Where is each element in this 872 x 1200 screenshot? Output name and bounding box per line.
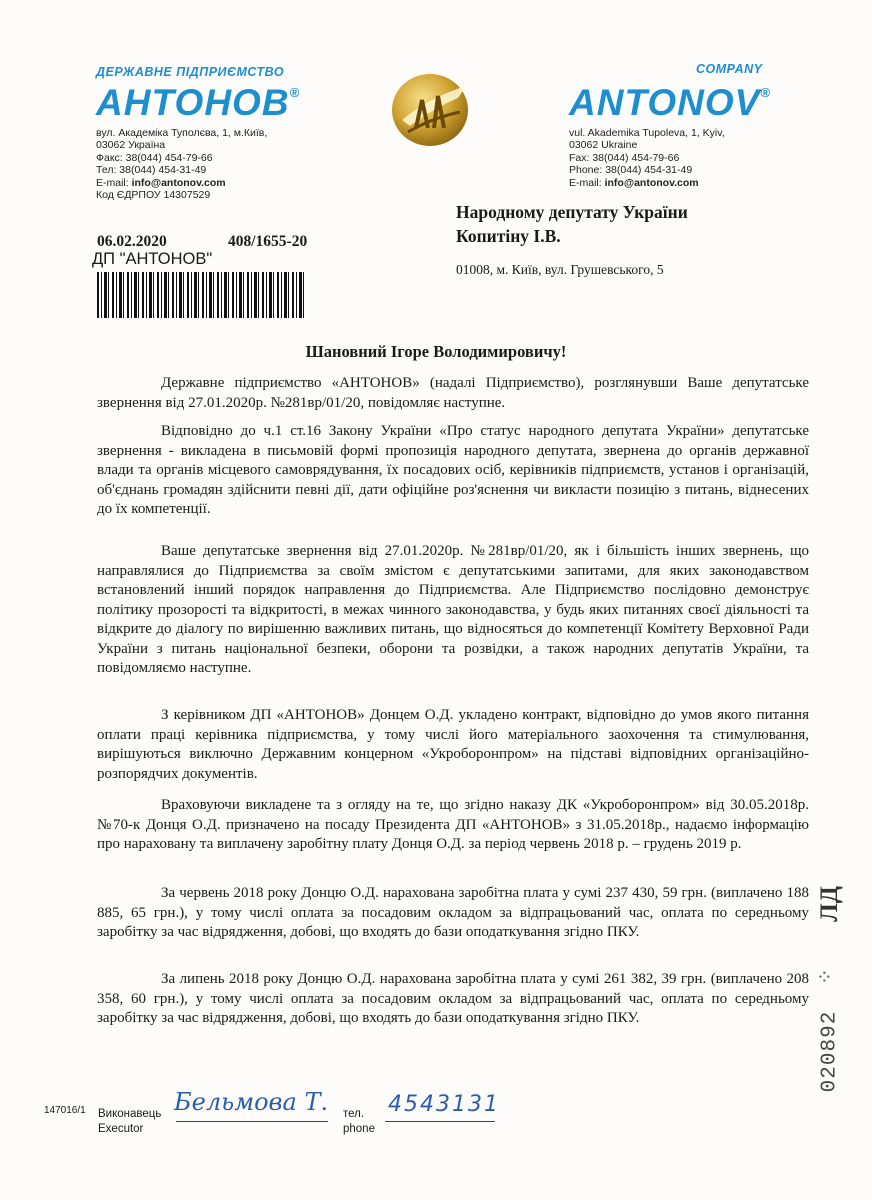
left-address-block: [96, 127, 267, 201]
barcode-icon: [97, 272, 307, 318]
right-brand: [569, 84, 771, 121]
left-address-line1: вул. Академіка Туполєва, 1, м.Київ,: [96, 127, 268, 139]
tel-line: [385, 1121, 495, 1122]
antonov-emblem-icon: [388, 68, 474, 150]
right-reg-mark: ®: [760, 85, 771, 100]
executor-label-en: Executor: [98, 1123, 144, 1135]
right-address-line2: 03062 Ukraine: [569, 139, 638, 152]
left-code: Код ЄДРПОУ 14307529: [96, 189, 211, 202]
left-brand-text: АНТОНОВ: [96, 82, 290, 123]
right-address-line1: vul. Akademika Tupoleva, 1, Kyiv,: [569, 127, 725, 139]
paragraph-2: [97, 422, 809, 520]
left-brand: [96, 84, 300, 121]
side-initials: ЛД: [815, 886, 843, 922]
paragraph-2-text: Відповідно до ч.1 ст.16 Закону України «Про статус народного депутата України» депутатське звернення - викладена в письмовій формі пропозиція народного депутата, звернена до органів державної влади та органів місцевого самоврядування, їх посадових осіб, керівників підприємств, установ і організацій, об'єднань громадян здійснити певні дії, дати офіційне роз'яснення чи викласти позицію з питань, віднесених до їх компетенції.: [97, 423, 809, 517]
right-email-label: E-mail:: [569, 176, 605, 189]
right-subtitle: COMPANY: [696, 62, 763, 76]
paragraph-5-text: Враховуючи викладене та з огляду на те, що згідно наказу ДК «Укроборонпром» від 30.05.2018р. №70-к Донця О.Д. призначено на посаду Президента ДП «АНТОНОВ» з 31.05.2018р., надаємо інформацію про нараховану та виплачену заробітну плату Донця О.Д. за період червень 2018 р. – грудень 2019 р.: [97, 797, 809, 852]
left-email-line: [96, 177, 267, 189]
paragraph-1-text: Державне підприємство «АНТОНОВ» (надалі Підприємство), розглянувши Ваше депутатське звернення від 27.01.2020р. №281вр/01/20, повідомляє наступне.: [97, 375, 809, 411]
executor-label-ua: Виконавець: [98, 1108, 162, 1120]
paragraph-5: [97, 796, 809, 855]
registration-date: 06.02.2020: [97, 233, 167, 250]
left-fax: Факс: 38(044) 454-79-66: [96, 151, 213, 164]
executor-label: [98, 1107, 161, 1137]
left-email-label: E-mail:: [96, 176, 132, 189]
executor-line: [176, 1121, 328, 1122]
registration-stamp: ДП "АНТОНОВ": [92, 250, 213, 268]
tel-label-ua: тел.: [343, 1108, 365, 1120]
left-reg-mark: ®: [289, 85, 301, 100]
right-brand-text: ANTONOV: [569, 82, 761, 123]
right-fax: Fax: 38(044) 454-79-66: [569, 151, 680, 164]
side-mark-icon: ⁘: [816, 967, 833, 989]
executor-signature: Бельмова Т.: [174, 1088, 329, 1116]
left-address-line2: 03062 Україна: [96, 139, 166, 152]
registration-number: 408/1655-20: [228, 233, 308, 250]
left-subtitle: ДЕРЖАВНЕ ПІДПРИЄМСТВО: [96, 65, 285, 79]
side-serial: 020892: [818, 1010, 842, 1093]
paragraph-1: [97, 374, 809, 413]
tel-label: [343, 1107, 375, 1137]
paragraph-4-text: З керівником ДП «АНТОНОВ» Донцем О.Д. укладено контракт, відповідно до умов якого питання оплати праці керівника підприємства, у тому числі його матеріального заохочення та стимулювання, вирішуються виключно Державним концерном «Укроборонпром» на підставі відповідних організаційно-розпорядчих документів.: [97, 707, 809, 782]
addressee-name: Копитіну І.В.: [456, 226, 561, 246]
addressee-block: [456, 200, 688, 248]
addressee-address: 01008, м. Київ, вул. Грушевського, 5: [456, 262, 664, 277]
addressee-title: Народному депутату України: [456, 202, 688, 222]
left-phone: Тел: 38(044) 454-31-49: [96, 164, 207, 177]
left-email: info@antonov.com: [131, 176, 226, 189]
paragraph-3: [97, 542, 809, 679]
right-email: info@antonov.com: [604, 176, 699, 189]
paragraph-4: [97, 706, 809, 784]
right-phone: Phone: 38(044) 454-31-49: [569, 164, 693, 177]
paragraph-6: [97, 884, 809, 943]
paragraph-6-text: За червень 2018 року Донцю О.Д. нарахована заробітна плата у сумі 237 430, 59 грн. (виплачено 188 885, 65 грн.), у тому числі оплата за посадовим окладом за відпрацьований час, оплата по середньому заробітку за час відрядження, добові, що входять до бази оподаткування згідно ПКУ.: [97, 885, 809, 940]
right-email-line: [569, 177, 725, 189]
right-address-block: [569, 127, 725, 189]
form-code: 147016/1: [44, 1105, 86, 1116]
tel-label-en: phone: [343, 1123, 375, 1135]
salutation: Шановний Ігоре Володимировичу!: [305, 342, 567, 361]
tel-value: 4543131: [388, 1092, 500, 1117]
paragraph-7: [97, 970, 809, 1029]
paragraph-7-text: За липень 2018 року Донцю О.Д. нарахована заробітна плата у сумі 261 382, 39 грн. (виплачено 208 358, 60 грн.), у тому числі оплата за посадовим окладом за відпрацьований час, оплата по середньому заробітку за час відрядження, добові, що входять до бази оподаткування згідно ПКУ.: [97, 971, 809, 1026]
paragraph-3-text: Ваше депутатське звернення від 27.01.2020р. №281вр/01/20, як і більшість інших звернень, що направлялися до Підприємства за своїм змістом є депутатськими запитами, для яких законодавством встановлений інший порядок направлення до Підприємства. Але Підприємство послідовно демонструє політику прозорості та відкритості, в межах чинного законодавства, у будь яких питаннях своєї діяльності та відкрите до діалогу по вирішенню важливих питань, що відносяться до компетенції Комітету Верховної Ради України з питань національної безпеки, оборони та розвідки, а також народних депутатів України, та повідомляємо наступне.: [97, 543, 809, 676]
